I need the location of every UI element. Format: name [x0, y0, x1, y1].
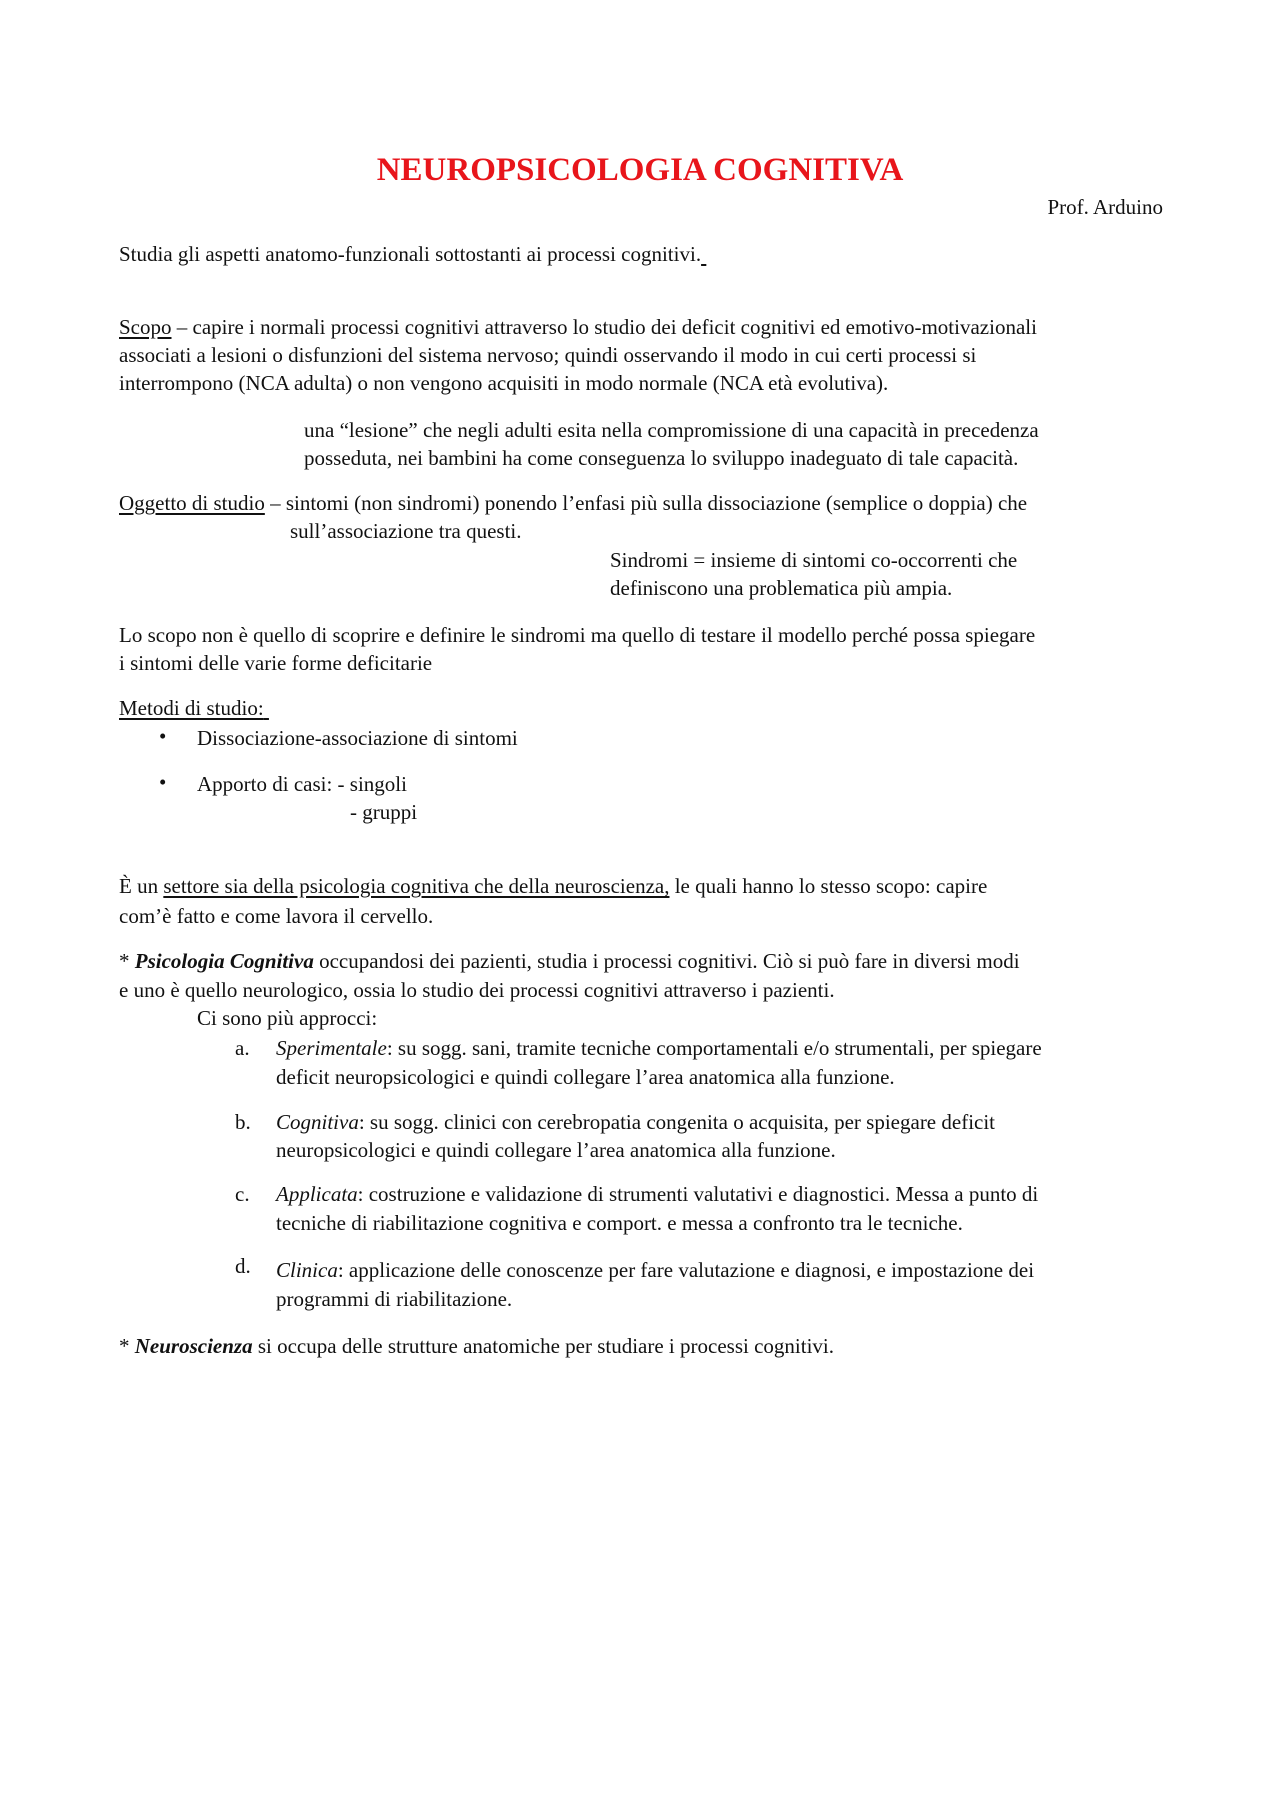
psicologia-line-1	[119, 947, 1164, 975]
approccio-term: Clinica	[276, 1258, 338, 1282]
intro-text: Studia gli aspetti anatomo-funzionali sottostanti ai processi cognitivi.	[119, 242, 702, 266]
approccio-letter: a.	[235, 1036, 250, 1060]
bullet-icon: •	[159, 724, 167, 748]
approccio-line-2: tecniche di riabilitazione cognitiva e comport. e messa a confronto tra le tecniche.	[276, 1211, 963, 1235]
approccio-term: Sperimentale	[276, 1036, 387, 1060]
metodi-item-2: Apporto di casi: - singoli	[197, 772, 407, 796]
settore-prefix: È un	[119, 874, 164, 898]
psicologia-star: *	[119, 949, 135, 973]
neuroscienza-text: si occupa delle strutture anatomiche per studiare i processi cognitivi.	[252, 1334, 834, 1358]
scopo-line-3: interrompono (NCA adulta) o non vengono acquisiti in modo normale (NCA età evolutiva).	[119, 371, 889, 395]
approccio-line-2: deficit neuropsicologici e quindi collegare l’area anatomica alla funzione.	[276, 1065, 895, 1089]
approccio-text: : costruzione e validazione di strumenti valutativi e diagnostici. Messa a punto di	[357, 1182, 1039, 1206]
psicologia-term: Psicologia Cognitiva	[134, 949, 314, 973]
scopo-line-1	[119, 313, 1164, 341]
metodi-label: Metodi di studio:	[119, 696, 264, 720]
scopo-label: Scopo	[119, 315, 172, 339]
metodi-item-2-sub: - gruppi	[350, 800, 418, 824]
lesione-line-2: posseduta, nei bambini ha come conseguenza lo sviluppo inadeguato di tale capacità.	[304, 446, 1019, 470]
approccio-letter: b.	[235, 1110, 251, 1134]
approccio-letter: c.	[235, 1182, 250, 1206]
lesione-line-1: una “lesione” che negli adulti esita nella compromissione di una capacità in precedenza	[304, 418, 1039, 442]
metodi-item-1: Dissociazione-associazione di sintomi	[197, 726, 518, 750]
oggetto-line-1	[119, 489, 1164, 517]
approccio-text: : su sogg. sani, tramite tecniche comportamentali e/o strumentali, per spiegare	[386, 1036, 1042, 1060]
neuroscienza-star: *	[119, 1334, 135, 1358]
document-title: NEUROPSICOLOGIA COGNITIVA	[376, 152, 904, 188]
sindromi-line-1: Sindromi = insieme di sintomi co-occorrenti che	[610, 548, 1018, 572]
scopo-text-1: – capire i normali processi cognitivi attraverso lo studio dei deficit cognitivi ed emotivo-motivazionali	[171, 315, 1037, 339]
settore-suffix: le quali hanno lo stesso scopo: capire	[669, 874, 988, 898]
neuroscienza-term: Neuroscienza	[134, 1334, 253, 1358]
approccio-line-1	[276, 1034, 1166, 1062]
scopo-modello-line-1: Lo scopo non è quello di scoprire e definire le sindromi ma quello di testare il modello perché possa spiegare	[119, 623, 1036, 647]
bullet-icon: •	[159, 770, 167, 794]
scopo-modello-line-2: i sintomi delle varie forme deficitarie	[119, 651, 433, 675]
oggetto-text-1: – sintomi (non sindromi) ponendo l’enfasi più sulla dissociazione (semplice o doppia) che	[264, 491, 1028, 515]
approccio-line-1	[276, 1108, 1166, 1136]
psicologia-line-2: e uno è quello neurologico, ossia lo studio dei processi cognitivi attraverso i pazienti.	[119, 978, 835, 1002]
approccio-line-2: neuropsicologici e quindi collegare l’area anatomica alla funzione.	[276, 1138, 836, 1162]
metodi-trailing-underline	[264, 696, 269, 720]
intro-trailing-underline	[701, 242, 706, 266]
intro-paragraph	[119, 240, 1164, 268]
scopo-line-2: associati a lesioni o disfunzioni del sistema nervoso; quindi osservando il modo in cui certi processi si	[119, 343, 977, 367]
approccio-line-1	[276, 1256, 1166, 1284]
author-line: Prof. Arduino	[1047, 195, 1163, 219]
oggetto-line-2: sull’associazione tra questi.	[290, 519, 522, 543]
settore-line-1	[119, 872, 1164, 900]
settore-underlined: settore sia della psicologia cognitiva che della neuroscienza,	[163, 874, 670, 898]
approccio-line-2: programmi di riabilitazione.	[276, 1287, 513, 1311]
neuroscienza-line	[119, 1332, 1164, 1360]
approccio-text: : applicazione delle conoscenze per fare valutazione e diagnosi, e impostazione dei	[337, 1258, 1035, 1282]
approccio-line-1	[276, 1180, 1166, 1208]
approcci-intro: Ci sono più approcci:	[197, 1006, 378, 1030]
sindromi-line-2: definiscono una problematica più ampia.	[610, 576, 953, 600]
approccio-text: : su sogg. clinici con cerebropatia congenita o acquisita, per spiegare deficit	[358, 1110, 996, 1134]
psicologia-text-1: occupandosi dei pazienti, studia i processi cognitivi. Ciò si può fare in diversi modi	[313, 949, 1020, 973]
oggetto-label: Oggetto di studio	[119, 491, 265, 515]
approccio-term: Cognitiva	[276, 1110, 359, 1134]
approccio-letter: d.	[235, 1254, 251, 1278]
settore-line-2: com’è fatto e come lavora il cervello.	[119, 904, 434, 928]
metodi-heading	[119, 694, 1164, 722]
approccio-term: Applicata	[276, 1182, 358, 1206]
